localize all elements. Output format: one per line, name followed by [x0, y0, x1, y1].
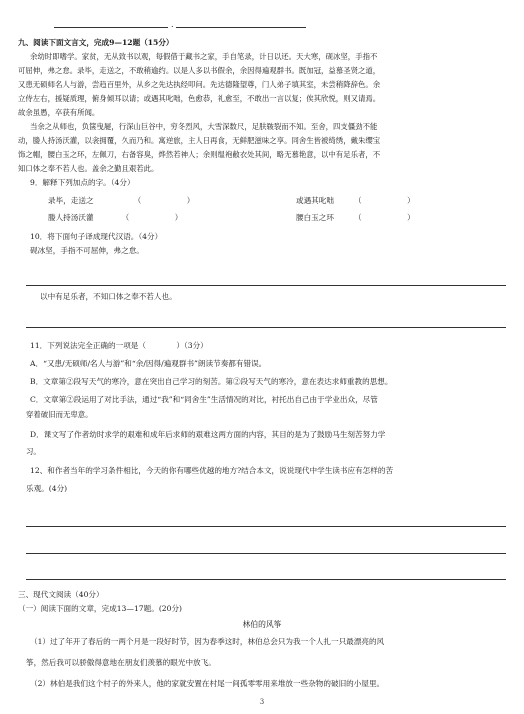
q9-item-1 — [48, 195, 194, 206]
section-3-subheader: （一）阅读下面的文章，完成13—17题。(20分) — [18, 604, 183, 613]
passage-line: 余幼时即嗜学。家贫，无从致书以观，每假借于藏书之家，手自笔录，计日以还。天大寒，砚冰坚，手指不 — [30, 52, 378, 61]
q9-item-label: 或遇其叱咄 — [296, 196, 334, 205]
q9-item-4 — [296, 212, 415, 223]
page-number: 3 — [259, 698, 265, 706]
section-header: 九、阅读下面文言文，完成9—12题（15分） — [18, 38, 174, 47]
separator-dot: . — [171, 20, 174, 29]
q12-answer-line-1[interactable] — [26, 526, 506, 527]
section-3-header: 三、现代文阅读（40分） — [18, 590, 104, 599]
passage-line: 又患无硕师名人与游，尝趋百里外，从乡之先达执经叩问。先达德隆望尊，门人弟子填其室，未尝稍降辞色。余 — [18, 80, 381, 89]
top-answer-blank-1 — [54, 27, 168, 28]
passage-line: 可屈伸，弗之怠。录毕，走送之，不敢稍逾约。以是人多以书假余，余因得遍观群书。既加冠，益慕圣贤之道， — [18, 66, 381, 75]
article-paragraph-1-cont: 筝，然后我可以骄傲得意地在朋友们羡慕的眼光中放飞。 — [26, 658, 216, 667]
passage-line: 立侍左右，援疑质理，俯身倾耳以请；或遇其叱咄，色愈恭，礼愈至，不敢出一言以复；俟其欣悦，则又请焉。 — [18, 94, 381, 103]
question-12-stem-cont: 乐观。(4分) — [26, 484, 68, 493]
q11-option-c-cont: 穿着破旧而无卑意。 — [26, 410, 93, 419]
top-answer-blank-2 — [176, 27, 306, 28]
passage-line: 动，媵人持汤沃灌，以衾拥覆，久而乃和。寓逆旅，主人日再食，无鲜肥滋味之享。同舍生皆被绮绣，戴朱缨宝 — [18, 136, 381, 145]
q11-option-b[interactable]: B．文章第②段写天气的寒冷，意在突出自己学习的刻苦。第②段写天气的寒冷，意在表达求师重教的思想。 — [30, 377, 393, 386]
q10-answer-line-2[interactable] — [26, 327, 506, 328]
question-11-stem: 11．下列说法完全正确的一项是（ ）（3分） — [30, 341, 208, 350]
q12-answer-line-3[interactable] — [26, 579, 506, 580]
q10-sentence-2: 以中有足乐者，不知口体之奉不若人也。 — [40, 292, 177, 301]
passage-line: 知口体之奉不若人也。盖余之勤且艰若此。 — [18, 164, 159, 173]
article-paragraph-1: （1）过了年开了春后的一两个月是一段好时节，因为春季这时，林伯总会只为我一个人扎一只最漂亮的风 — [30, 637, 385, 646]
q11-option-a[interactable]: A．“又患/无硕师/名人与游”和“余/因得/遍观群书”朗读节奏都有错误。 — [30, 359, 267, 368]
q9-item-label: 录毕，走送之 — [48, 196, 94, 205]
passage-line: 故余虽愚，卒获有所闻。 — [18, 108, 100, 117]
question-9-stem: 9．解释下列加点的字。（4分） — [30, 178, 135, 187]
article-title: 林伯的风筝 — [242, 620, 282, 629]
q9-answer-paren[interactable]: （ ） — [121, 213, 183, 222]
q11-option-c[interactable]: C．文章第②段运用了对比手法，通过“我”和“同舍生”生活情况的对比，衬托出自己由于学业出众，尽管 — [30, 395, 378, 404]
q9-answer-paren[interactable]: （ ） — [133, 196, 195, 205]
question-12-stem: 12、和作者当年的学习条件相比，今天的你有哪些优越的地方?结合本文，说说现代中学生读书应有怎样的苦 — [30, 466, 394, 475]
q11-option-d[interactable]: D．课文写了作者幼时求学的艰难和成年后求师的艰难这两方面的内容，其目的是为了鼓励马生刻苦努力学 — [30, 430, 386, 439]
q9-item-2 — [296, 195, 415, 206]
q9-answer-paren[interactable]: （ ） — [353, 213, 415, 222]
article-paragraph-2: （2）林伯是我们这个村子的外来人，他的家就安置在村尾一间孤零零用来堆放一些杂物的破旧的小屋里。 — [30, 679, 385, 688]
q9-answer-paren[interactable]: （ ） — [353, 196, 415, 205]
q9-item-3 — [48, 212, 182, 223]
q11-option-d-cont: 习。 — [26, 447, 41, 456]
question-10-stem: 10．将下面句子译成现代汉语。（4分） — [30, 232, 163, 241]
q12-answer-line-2[interactable] — [26, 553, 506, 554]
passage-line: 当余之从师也，负箧曳屣，行深山巨谷中，穷冬烈风，大雪深数尺，足肤皲裂而不知。至舍，四支僵劲不能 — [30, 122, 378, 131]
q9-item-label: 媵人持汤沃灌 — [48, 213, 94, 222]
q9-item-label: 腰白玉之环 — [296, 213, 334, 222]
passage-line: 饰之帽，腰白玉之环，左佩刀，右备容臭，烨然若神人；余则缊袍敝衣处其间，略无慕艳意，以中有足乐者，不 — [18, 150, 381, 159]
q10-answer-line-1[interactable] — [26, 285, 506, 286]
q10-sentence-1: 砚冰坚，手指不可屈伸，弗之怠。 — [30, 246, 144, 255]
